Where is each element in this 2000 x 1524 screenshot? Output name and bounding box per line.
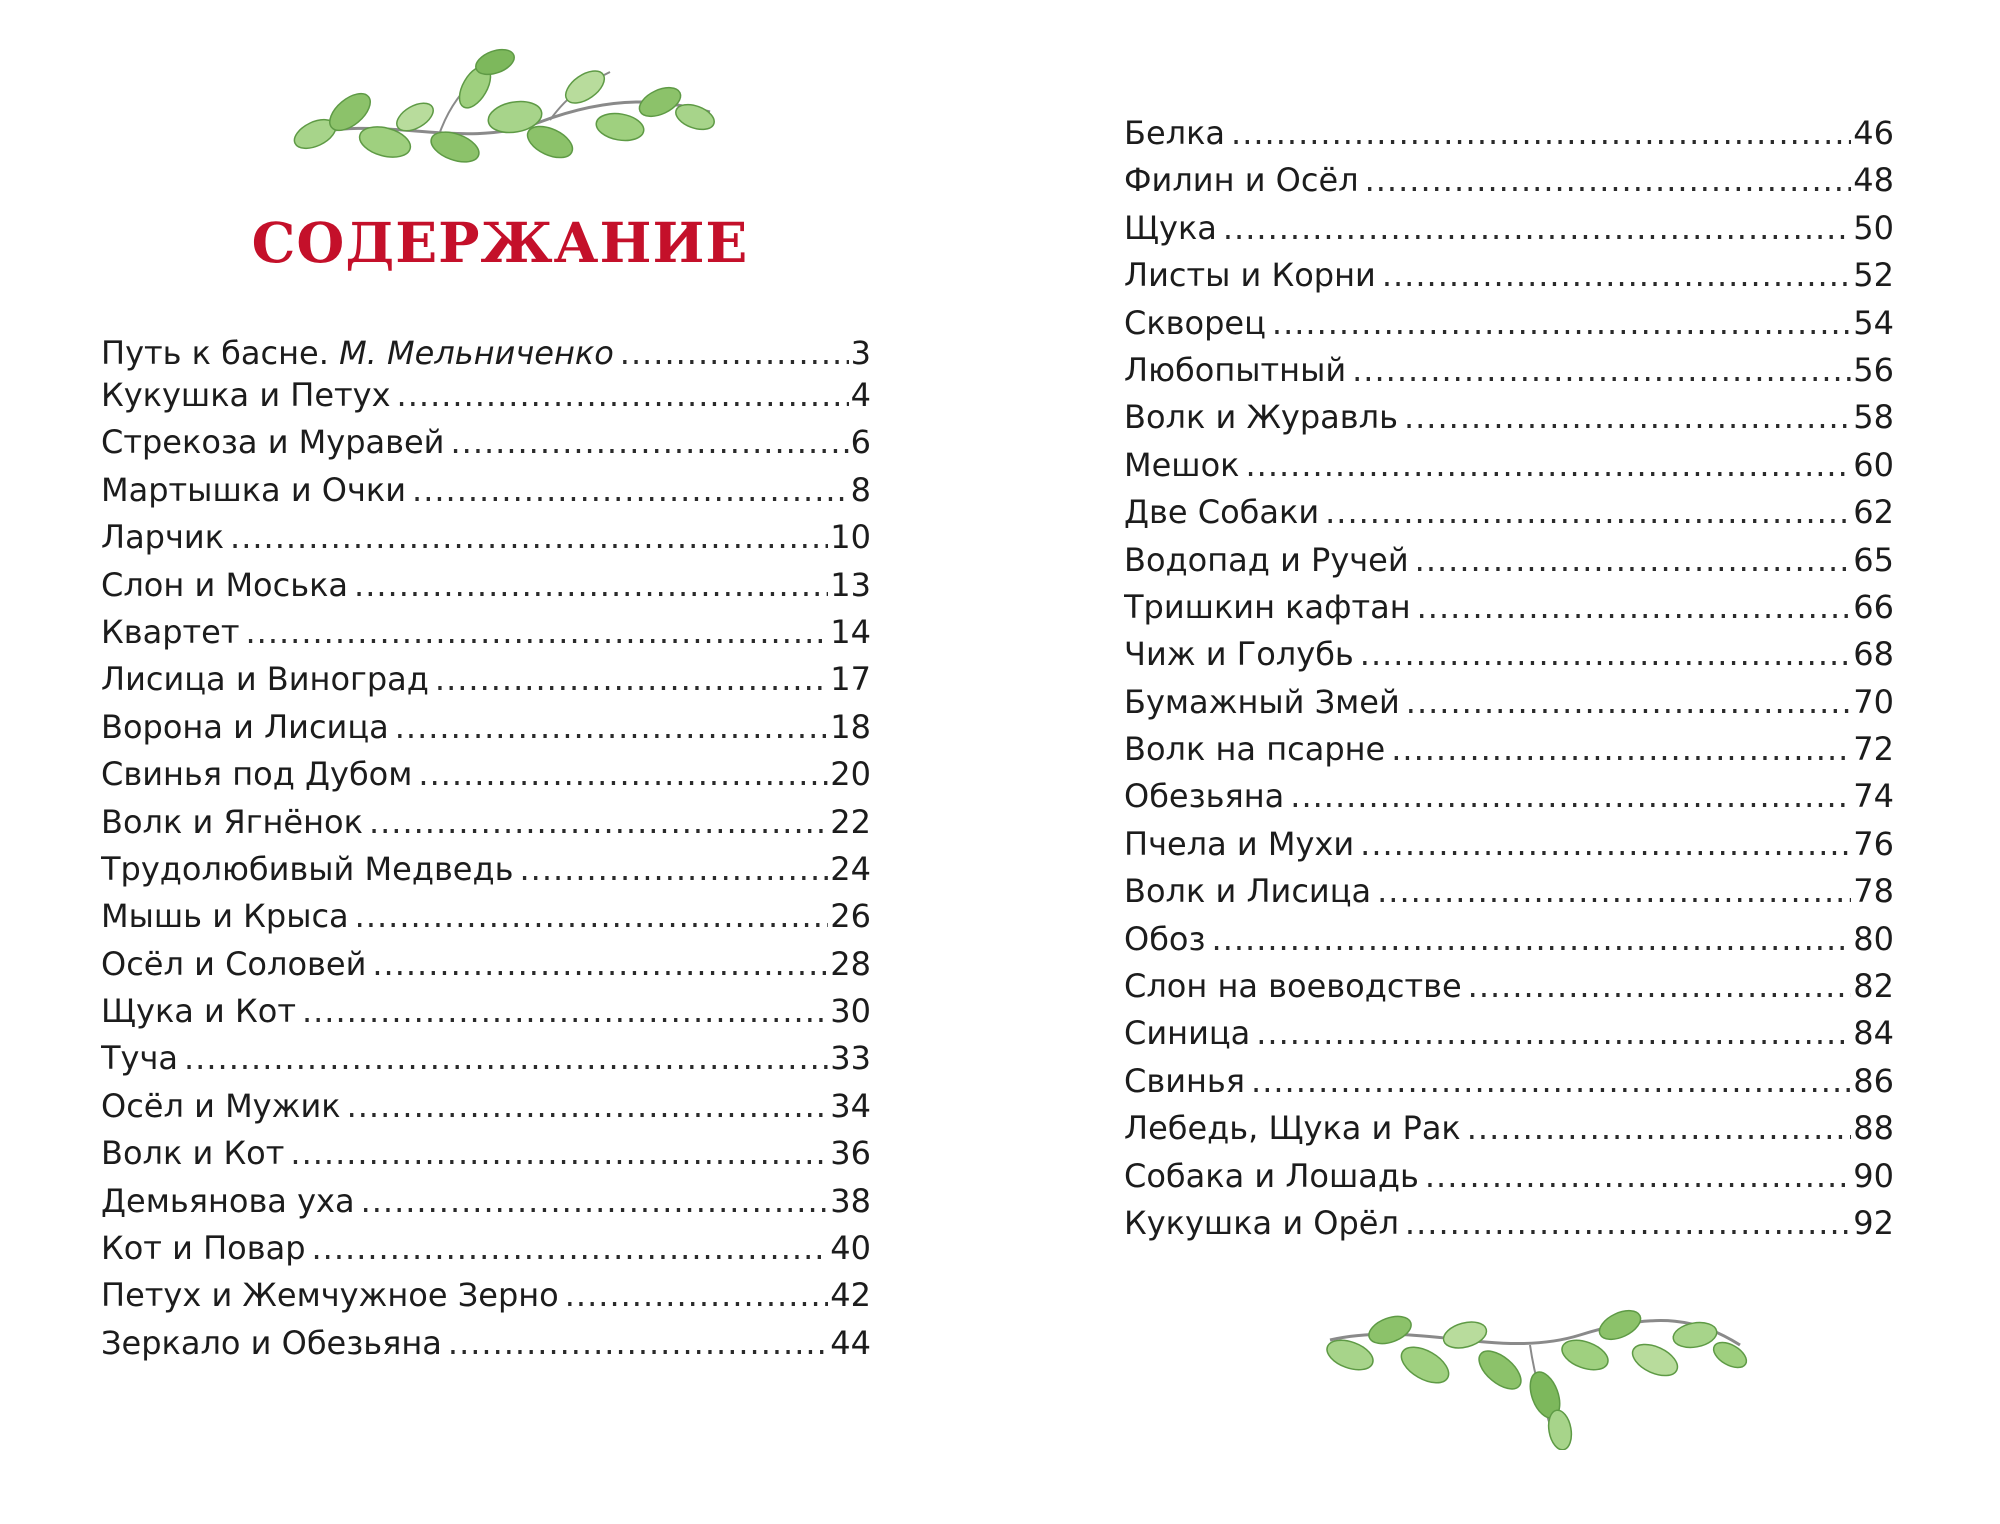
- toc-entry[interactable]: [1124, 1058, 1894, 1105]
- toc-page-number: 80: [1853, 919, 1894, 958]
- toc-title: Тришкин кафтан: [1124, 587, 1411, 626]
- toc-entry[interactable]: [101, 1320, 871, 1367]
- toc-title: Ворона и Лисица: [101, 707, 389, 746]
- toc-title: Синица: [1124, 1014, 1251, 1053]
- toc-intro: [101, 330, 871, 377]
- toc-page-number: 36: [830, 1134, 871, 1173]
- toc-title: Филин и Осёл: [1124, 161, 1359, 200]
- dot-leader: [565, 1272, 829, 1319]
- toc-page-number: 52: [1853, 256, 1894, 295]
- toc-title: Ларчик: [101, 518, 225, 557]
- dot-leader: [355, 893, 829, 940]
- toc-entry[interactable]: [101, 1272, 871, 1319]
- toc-entry[interactable]: [1124, 157, 1894, 204]
- vine-ornament-bottom: [1320, 1300, 1750, 1450]
- toc-page-number: 44: [830, 1323, 871, 1362]
- toc-entry[interactable]: [1124, 300, 1894, 347]
- dot-leader: [1415, 537, 1852, 584]
- toc-title: Петух и Жемчужное Зерно: [101, 1276, 559, 1315]
- toc-entry[interactable]: [1124, 347, 1894, 394]
- dot-leader: [290, 1130, 828, 1177]
- toc-title: Пчела и Мухи: [1124, 824, 1355, 863]
- dot-leader: [1251, 1058, 1851, 1105]
- toc-entry[interactable]: [101, 562, 871, 609]
- dot-leader: [519, 846, 828, 893]
- dot-leader: [1231, 110, 1851, 157]
- toc-entry[interactable]: [101, 1225, 871, 1272]
- toc-entry[interactable]: [1124, 252, 1894, 299]
- toc-title: Белка: [1124, 114, 1226, 152]
- toc-page-number: 6: [850, 423, 871, 462]
- toc-entry[interactable]: [1124, 1200, 1894, 1247]
- toc-intro-title: Путь к басне.: [101, 334, 340, 372]
- toc-title: [101, 330, 614, 377]
- toc-title: Кот и Повар: [101, 1229, 306, 1268]
- dot-leader: [1360, 821, 1851, 868]
- dot-leader: [302, 988, 828, 1035]
- toc-page-number: 4: [850, 376, 871, 414]
- dot-leader: [347, 1083, 829, 1130]
- toc-page-number: 22: [830, 802, 871, 841]
- toc-entry[interactable]: [1124, 584, 1894, 631]
- toc-entry[interactable]: [1124, 1010, 1894, 1057]
- toc-title: Бумажный Змей: [1124, 682, 1400, 721]
- dot-leader: [1256, 1010, 1851, 1057]
- toc-title: Свинья под Дубом: [101, 755, 413, 794]
- toc-page-number: 92: [1853, 1203, 1894, 1242]
- toc-title: Мартышка и Очки: [101, 470, 407, 509]
- toc-title: Лебедь, Щука и Рак: [1124, 1109, 1461, 1148]
- toc-entry[interactable]: [1124, 489, 1894, 536]
- dot-leader: [395, 704, 829, 751]
- dot-leader: [450, 419, 848, 466]
- toc-entry[interactable]: [101, 609, 871, 656]
- toc-page-number: 8: [850, 470, 871, 509]
- dot-leader: [418, 751, 828, 798]
- toc-title: Волк и Кот: [101, 1134, 285, 1173]
- dot-leader: [435, 656, 828, 703]
- toc-entry[interactable]: [1124, 1105, 1894, 1152]
- dot-leader: [1360, 631, 1852, 678]
- toc-title: Волк на псарне: [1124, 730, 1386, 769]
- toc-page-number: 58: [1853, 398, 1894, 437]
- toc-page-number: 24: [830, 849, 871, 888]
- toc-page-number: 10: [830, 518, 871, 557]
- dot-leader: [397, 372, 849, 419]
- dot-leader: [1352, 347, 1851, 394]
- dot-leader: [245, 609, 828, 656]
- toc-page-number: 56: [1853, 350, 1894, 389]
- dot-leader: [1391, 726, 1851, 773]
- toc-entry[interactable]: [1124, 916, 1894, 963]
- toc-entry[interactable]: [1124, 537, 1894, 584]
- toc-list-right: [1124, 110, 1894, 1247]
- toc-title: Мешок: [1124, 445, 1240, 484]
- toc-entry[interactable]: [1124, 631, 1894, 678]
- toc-title: Волк и Журавль: [1124, 398, 1398, 437]
- dot-leader: [369, 799, 828, 846]
- toc-title: Слон и Моська: [101, 565, 349, 604]
- toc-page-number: 46: [1853, 114, 1894, 152]
- toc-entry[interactable]: [101, 988, 871, 1035]
- toc-title: Щука и Кот: [101, 992, 296, 1031]
- dot-leader: [1365, 157, 1852, 204]
- dot-leader: [1290, 773, 1851, 820]
- dot-leader: [1382, 252, 1851, 299]
- toc-entry[interactable]: [101, 372, 871, 419]
- dot-leader: [448, 1320, 828, 1367]
- toc-page-number: 3: [850, 334, 871, 372]
- toc-intro-author: М. Мельниченко: [339, 334, 614, 372]
- toc-page-number: 50: [1853, 208, 1894, 247]
- toc-page-number: 66: [1853, 587, 1894, 626]
- page-title: СОДЕРЖАНИЕ: [251, 210, 749, 275]
- toc-page-number: 78: [1853, 872, 1894, 911]
- toc-page-number: 34: [830, 1086, 871, 1125]
- toc-title: Стрекоза и Муравей: [101, 423, 445, 462]
- toc-title: Мышь и Крыса: [101, 897, 349, 936]
- toc-page-number: 33: [830, 1039, 871, 1078]
- toc-page-number: 76: [1853, 824, 1894, 863]
- toc-entry[interactable]: [1124, 821, 1894, 868]
- toc-page-number: 86: [1853, 1061, 1894, 1100]
- right-page: [1000, 0, 2000, 1524]
- toc-page-number: 84: [1853, 1014, 1894, 1053]
- toc-page-number: 90: [1853, 1156, 1894, 1195]
- toc-entry[interactable]: [101, 704, 871, 751]
- toc-title: Водопад и Ручей: [1124, 540, 1409, 579]
- toc-title: Обоз: [1124, 919, 1206, 958]
- toc-page-number: 82: [1853, 967, 1894, 1006]
- toc-title: Трудолюбивый Медведь: [101, 849, 514, 888]
- toc-entry[interactable]: [101, 419, 871, 466]
- toc-entry[interactable]: [101, 846, 871, 893]
- dot-leader: [372, 941, 828, 988]
- dot-leader: [1223, 205, 1851, 252]
- vine-ornament-top: [290, 42, 720, 177]
- toc-entry[interactable]: [1124, 1153, 1894, 1200]
- toc-title: Лисица и Виноград: [101, 660, 429, 699]
- toc-page-number: 18: [830, 707, 871, 746]
- toc-entry[interactable]: [101, 751, 871, 798]
- toc-title: Квартет: [101, 612, 240, 651]
- dot-leader: [1406, 679, 1852, 726]
- dot-leader: [312, 1225, 829, 1272]
- toc-entry[interactable]: [101, 1035, 871, 1082]
- toc-entry[interactable]: [1124, 868, 1894, 915]
- toc-entry[interactable]: [1124, 442, 1894, 489]
- dot-leader: [620, 330, 849, 377]
- toc-title: Зеркало и Обезьяна: [101, 1323, 442, 1362]
- toc-entry[interactable]: [1124, 726, 1894, 773]
- toc-page-number: 65: [1853, 540, 1894, 579]
- toc-title: Собака и Лошадь: [1124, 1156, 1419, 1195]
- toc-entry[interactable]: [101, 799, 871, 846]
- dot-leader: [1468, 963, 1852, 1010]
- dot-leader: [1404, 394, 1851, 441]
- toc-title: Листы и Корни: [1124, 256, 1376, 295]
- toc-page-number: 38: [830, 1181, 871, 1220]
- toc-page-number: 88: [1853, 1109, 1894, 1148]
- toc-title: Осёл и Мужик: [101, 1086, 341, 1125]
- toc-page-number: 20: [830, 755, 871, 794]
- toc-entry[interactable]: [1124, 963, 1894, 1010]
- toc-page-number: 26: [830, 897, 871, 936]
- toc-entry[interactable]: [101, 893, 871, 940]
- toc-page-number: 74: [1853, 777, 1894, 816]
- toc-entry[interactable]: [1124, 394, 1894, 441]
- toc-title: Свинья: [1124, 1061, 1246, 1100]
- toc-title: Любопытный: [1124, 350, 1347, 389]
- dot-leader: [184, 1035, 828, 1082]
- toc-entry[interactable]: [101, 1083, 871, 1130]
- toc-page-number: 60: [1853, 445, 1894, 484]
- toc-entry[interactable]: [101, 467, 871, 514]
- dot-leader: [361, 1178, 829, 1225]
- dot-leader: [1212, 916, 1852, 963]
- toc-page-number: 14: [830, 612, 871, 651]
- dot-leader: [1405, 1200, 1851, 1247]
- toc-title: Волк и Ягнёнок: [101, 802, 363, 841]
- toc-page-number: 40: [830, 1229, 871, 1268]
- toc-page-number: 30: [830, 992, 871, 1031]
- toc-entry[interactable]: [1124, 679, 1894, 726]
- dot-leader: [1245, 442, 1851, 489]
- dot-leader: [1272, 300, 1851, 347]
- toc-entry[interactable]: [1124, 205, 1894, 252]
- toc-title: Кукушка и Орёл: [1124, 1203, 1399, 1242]
- dot-leader: [230, 514, 828, 561]
- toc-title: Туча: [101, 1039, 178, 1078]
- dot-leader: [1417, 584, 1852, 631]
- toc-list-left: [101, 372, 871, 1367]
- toc-page-number: 13: [830, 565, 871, 604]
- dot-leader: [412, 467, 849, 514]
- toc-title: Слон на воеводстве: [1124, 967, 1462, 1006]
- dot-leader: [1325, 489, 1851, 536]
- toc-title: Кукушка и Петух: [101, 376, 391, 414]
- toc-page-number: 62: [1853, 493, 1894, 532]
- toc-entry[interactable]: [101, 514, 871, 561]
- toc-title: Демьянова уха: [101, 1181, 355, 1220]
- toc-entry[interactable]: [1124, 773, 1894, 820]
- toc-title: Две Собаки: [1124, 493, 1320, 532]
- toc-entry[interactable]: [101, 1130, 871, 1177]
- dot-leader: [1377, 868, 1851, 915]
- toc-page-number: 48: [1853, 161, 1894, 200]
- toc-entry[interactable]: [101, 1178, 871, 1225]
- toc-page-number: 42: [830, 1276, 871, 1315]
- toc-entry[interactable]: [101, 941, 871, 988]
- toc-title: Щука: [1124, 208, 1217, 247]
- toc-title: Обезьяна: [1124, 777, 1285, 816]
- toc-page-number: 17: [830, 660, 871, 699]
- dot-leader: [354, 562, 828, 609]
- toc-page-number: 68: [1853, 635, 1894, 674]
- dot-leader: [1467, 1105, 1852, 1152]
- toc-title: Волк и Лисица: [1124, 872, 1372, 911]
- toc-title: Осёл и Соловей: [101, 944, 367, 983]
- toc-page-number: 70: [1853, 682, 1894, 721]
- toc-page-number: 54: [1853, 303, 1894, 342]
- toc-entry[interactable]: [1124, 110, 1894, 157]
- dot-leader: [1425, 1153, 1851, 1200]
- toc-entry[interactable]: [101, 656, 871, 703]
- toc-title: Скворец: [1124, 303, 1266, 342]
- toc-title: Чиж и Голубь: [1124, 635, 1354, 674]
- toc-entry-intro[interactable]: [101, 330, 871, 377]
- toc-page-number: 28: [830, 944, 871, 983]
- toc-page-number: 72: [1853, 730, 1894, 769]
